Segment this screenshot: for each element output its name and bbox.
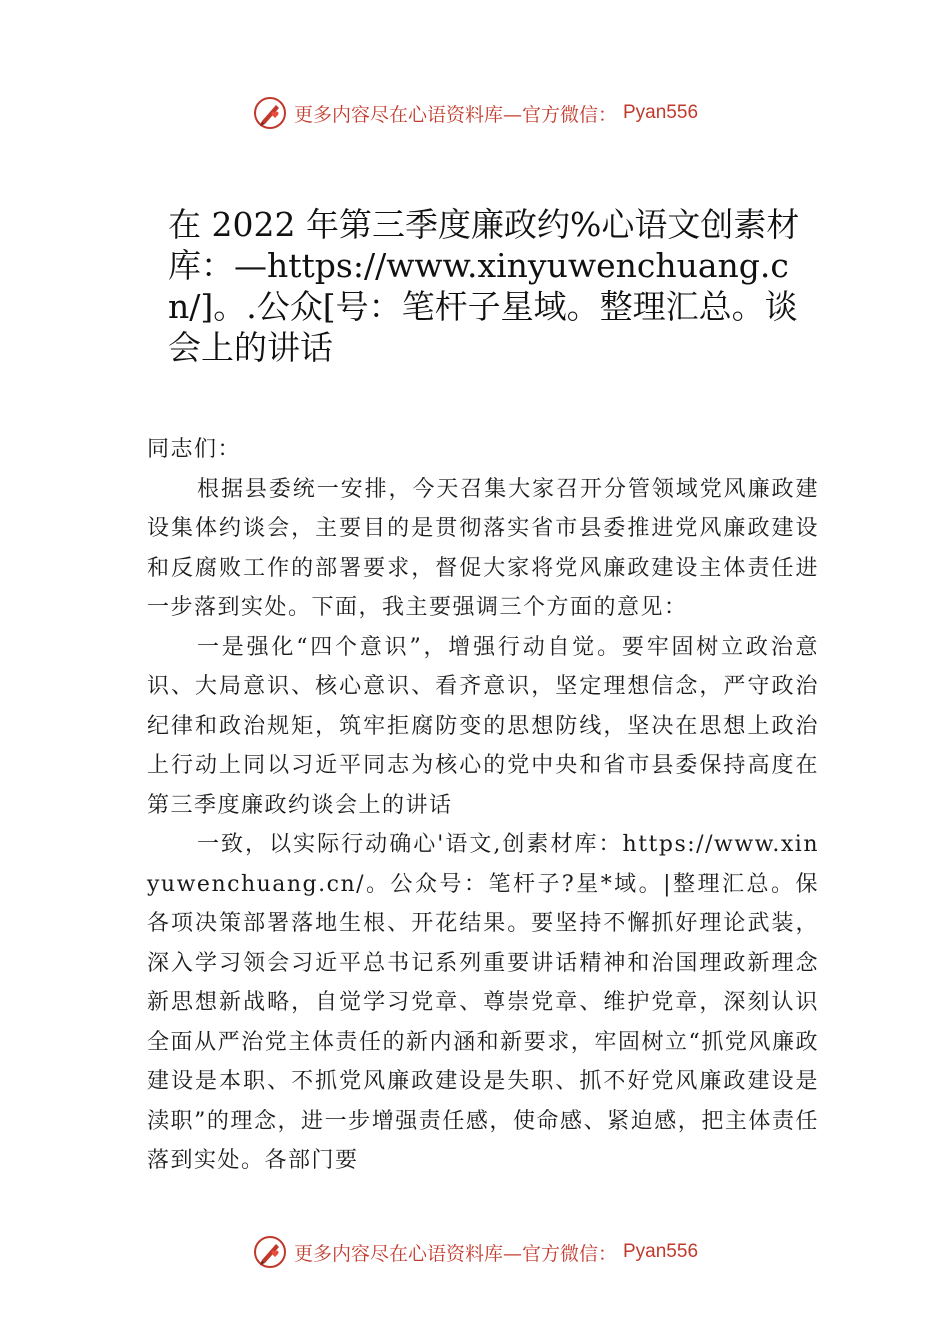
- pen-heart-logo-icon: [252, 95, 288, 131]
- header-banner-text: 更多内容尽在心语资料库—官方微信：: [293, 103, 617, 126]
- salutation: 同志们：: [147, 437, 242, 462]
- header-banner-wechat: Pyan556: [623, 102, 699, 123]
- footer-banner-wechat: Pyan556: [623, 1241, 699, 1262]
- document-title: 在 2022 年第三季度廉政约%心语文创素材库：—https://www.xinyuwenchuang.cn/]。.公众[号：笔杆子星域。整理汇总。谈会上的讲话: [168, 205, 800, 367]
- footer-banner-text: 更多内容尽在心语资料库—官方微信：: [293, 1242, 617, 1265]
- paragraph-3: 一致，以实际行动确心'语文,创素材库：https://www.xinyuwenchuang.cn/。公众号：笔杆子?星*域。|整理汇总。保各项决策部署落地生根、开花结果。要坚持不懈抓好理论武装，深入学习领会习近平总书记系列重要讲话精神和治国理政新理念新思想新战略，自觉学习党章、尊崇党章、维护党章，深刻认识全面从严治党主体责任的新内涵和新要求，牢固树立“抓党风廉政建设是本职、不抓党风廉政建设是失职、抓不好党风廉政建设是渎职”的理念，进一步增强责任感，使命感、紧迫感，把主体责任落到实处。各部门要: [147, 832, 819, 1173]
- header-banner: [0, 93, 950, 133]
- document-body: [147, 430, 819, 1181]
- footer-banner: [0, 1232, 950, 1272]
- pen-heart-logo-icon: [252, 1234, 288, 1270]
- paragraph-2: 一是强化“四个意识”，增强行动自觉。要牢固树立政治意识、大局意识、核心意识、看齐意识，坚定理想信念，严守政治纪律和政治规矩，筑牢拒腐防变的思想防线，坚决在思想上政治上行动上同以习近平同志为核心的党中央和省市县委保持高度在第三季度廉政约谈会上的讲话: [147, 634, 819, 818]
- paragraph-1: 根据县委统一安排，今天召集大家召开分管领域党风廉政建设集体约谈会，主要目的是贯彻落实省市县委推进党风廉政建设和反腐败工作的部署要求，督促大家将党风廉政建设主体责任进一步落到实处。下面，我主要强调三个方面的意见：: [147, 476, 819, 620]
